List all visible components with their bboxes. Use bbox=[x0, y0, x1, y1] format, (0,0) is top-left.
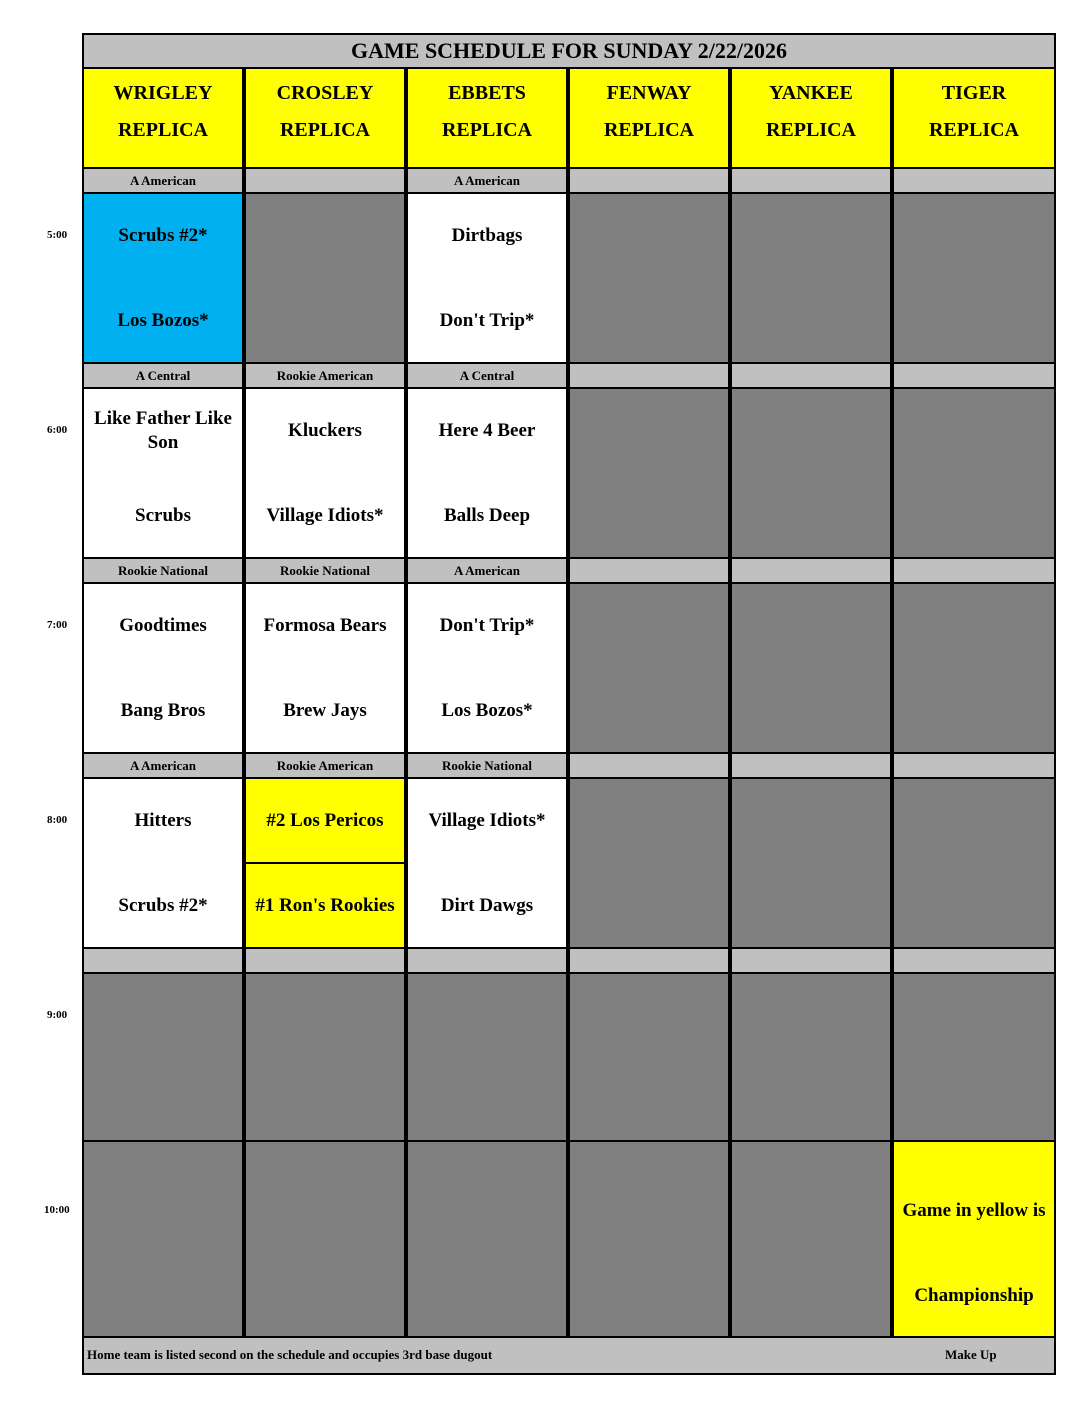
away-team: Scrubs #2* bbox=[118, 225, 208, 246]
division-label bbox=[244, 947, 406, 974]
division-label bbox=[406, 947, 568, 974]
field-subtitle: REPLICA bbox=[928, 119, 1019, 141]
division-label: A American bbox=[406, 557, 568, 584]
empty-slot bbox=[244, 972, 406, 1144]
division-label bbox=[568, 167, 730, 194]
game-cell[interactable] bbox=[406, 192, 568, 364]
home-team: Brew Jays bbox=[283, 700, 367, 721]
field-name: CROSLEY bbox=[276, 82, 374, 104]
home-team: Los Bozos* bbox=[117, 310, 209, 331]
field-subtitle: REPLICA bbox=[441, 119, 532, 141]
time-label: 9:00 bbox=[47, 1009, 68, 1021]
division-label: Rookie National bbox=[244, 557, 406, 584]
division-label: A American bbox=[82, 167, 244, 194]
empty-slot bbox=[568, 972, 730, 1144]
division-label bbox=[82, 947, 244, 974]
field-header-tiger bbox=[892, 67, 1056, 169]
division-label: A American bbox=[406, 167, 568, 194]
division-label bbox=[892, 557, 1056, 584]
home-team: Don't Trip* bbox=[439, 310, 535, 331]
team-cell[interactable]: #1 Ron's Rookies bbox=[244, 862, 406, 949]
away-team: Don't Trip* bbox=[439, 615, 535, 636]
field-subtitle: REPLICA bbox=[603, 119, 694, 141]
time-label: 8:00 bbox=[47, 814, 68, 826]
field-name: TIGER bbox=[941, 82, 1007, 104]
schedule-grid bbox=[82, 33, 1056, 1375]
empty-slot bbox=[244, 1140, 406, 1339]
game-cell[interactable] bbox=[406, 387, 568, 559]
away-team: Kluckers bbox=[288, 420, 362, 441]
empty-slot bbox=[730, 777, 892, 949]
division-label bbox=[568, 362, 730, 389]
home-team: Bang Bros bbox=[120, 700, 206, 721]
field-subtitle: REPLICA bbox=[765, 119, 856, 141]
field-header-yankee bbox=[730, 67, 892, 169]
footer-note: Home team is listed second on the schedule and occupies 3rd base dugout bbox=[87, 1347, 493, 1362]
away-team: Formosa Bears bbox=[263, 615, 387, 636]
division-label bbox=[568, 947, 730, 974]
division-label bbox=[892, 947, 1056, 974]
empty-slot bbox=[730, 972, 892, 1144]
division-label bbox=[892, 167, 1056, 194]
away-team: Game in yellow is bbox=[902, 1200, 1046, 1221]
away-team: Here 4 Beer bbox=[438, 420, 536, 441]
division-label: Rookie American bbox=[244, 362, 406, 389]
division-label bbox=[244, 167, 406, 194]
division-label bbox=[568, 557, 730, 584]
division-label bbox=[730, 167, 892, 194]
empty-slot bbox=[568, 777, 730, 949]
schedule-title: GAME SCHEDULE FOR SUNDAY 2/22/2026 bbox=[82, 33, 1056, 69]
division-label bbox=[730, 362, 892, 389]
field-header-fenway bbox=[568, 67, 730, 169]
field-subtitle: REPLICA bbox=[117, 119, 208, 141]
division-label: Rookie National bbox=[406, 752, 568, 779]
home-team: Balls Deep bbox=[443, 505, 531, 526]
empty-slot bbox=[892, 387, 1056, 559]
empty-slot bbox=[892, 582, 1056, 754]
division-label: Rookie National bbox=[82, 557, 244, 584]
field-name: FENWAY bbox=[606, 82, 692, 104]
home-team: Scrubs #2* bbox=[118, 895, 208, 916]
empty-slot bbox=[82, 972, 244, 1144]
away-team: Dirtbags bbox=[451, 225, 523, 246]
field-header-wrigley bbox=[82, 67, 244, 169]
empty-slot bbox=[568, 192, 730, 364]
game-cell[interactable] bbox=[82, 192, 244, 364]
division-label: A Central bbox=[82, 362, 244, 389]
empty-slot bbox=[406, 1140, 568, 1339]
field-name: EBBETS bbox=[448, 82, 526, 104]
time-label: 5:00 bbox=[47, 229, 68, 241]
field-header-crosley bbox=[244, 67, 406, 169]
game-cell[interactable] bbox=[406, 777, 568, 949]
game-cell[interactable] bbox=[82, 777, 244, 949]
game-cell[interactable] bbox=[244, 582, 406, 754]
game-cell[interactable] bbox=[82, 582, 244, 754]
empty-slot bbox=[568, 1140, 730, 1339]
division-label bbox=[568, 752, 730, 779]
game-cell[interactable] bbox=[406, 582, 568, 754]
team-cell[interactable]: #2 Los Pericos bbox=[244, 777, 406, 864]
empty-slot bbox=[892, 777, 1056, 949]
game-cell[interactable] bbox=[892, 1140, 1056, 1339]
away-team: Goodtimes bbox=[119, 615, 207, 636]
division-label: A American bbox=[82, 752, 244, 779]
field-name: YANKEE bbox=[769, 82, 853, 104]
time-label: 6:00 bbox=[47, 424, 68, 436]
empty-slot bbox=[406, 972, 568, 1144]
field-subtitle: REPLICA bbox=[279, 119, 370, 141]
empty-slot bbox=[568, 582, 730, 754]
time-label: 10:00 bbox=[44, 1204, 70, 1216]
empty-slot bbox=[568, 387, 730, 559]
footer-makeup-label: Make Up bbox=[945, 1347, 997, 1362]
game-cell[interactable] bbox=[244, 387, 406, 559]
game-cell[interactable] bbox=[82, 387, 244, 559]
footer-bar bbox=[82, 1336, 1056, 1375]
division-label bbox=[730, 947, 892, 974]
empty-slot bbox=[892, 192, 1056, 364]
empty-slot bbox=[730, 192, 892, 364]
empty-slot bbox=[730, 1140, 892, 1339]
away-team: Like Father Like Son bbox=[94, 408, 232, 453]
away-team: Village Idiots* bbox=[428, 810, 546, 831]
division-label bbox=[892, 362, 1056, 389]
division-label bbox=[730, 752, 892, 779]
division-label: A Central bbox=[406, 362, 568, 389]
empty-slot bbox=[730, 582, 892, 754]
home-team: Village Idiots* bbox=[266, 505, 384, 526]
empty-slot bbox=[730, 387, 892, 559]
time-label: 7:00 bbox=[47, 619, 68, 631]
away-team: Hitters bbox=[134, 810, 192, 831]
empty-slot bbox=[244, 192, 406, 364]
empty-slot bbox=[82, 1140, 244, 1339]
home-team: Championship bbox=[914, 1285, 1034, 1306]
home-team: Dirt Dawgs bbox=[440, 895, 534, 916]
division-label: Rookie American bbox=[244, 752, 406, 779]
field-header-ebbets bbox=[406, 67, 568, 169]
home-team: Scrubs bbox=[135, 505, 191, 526]
division-label bbox=[730, 557, 892, 584]
division-label bbox=[892, 752, 1056, 779]
home-team: Los Bozos* bbox=[441, 700, 533, 721]
field-name: WRIGLEY bbox=[113, 82, 213, 104]
empty-slot bbox=[892, 972, 1056, 1144]
